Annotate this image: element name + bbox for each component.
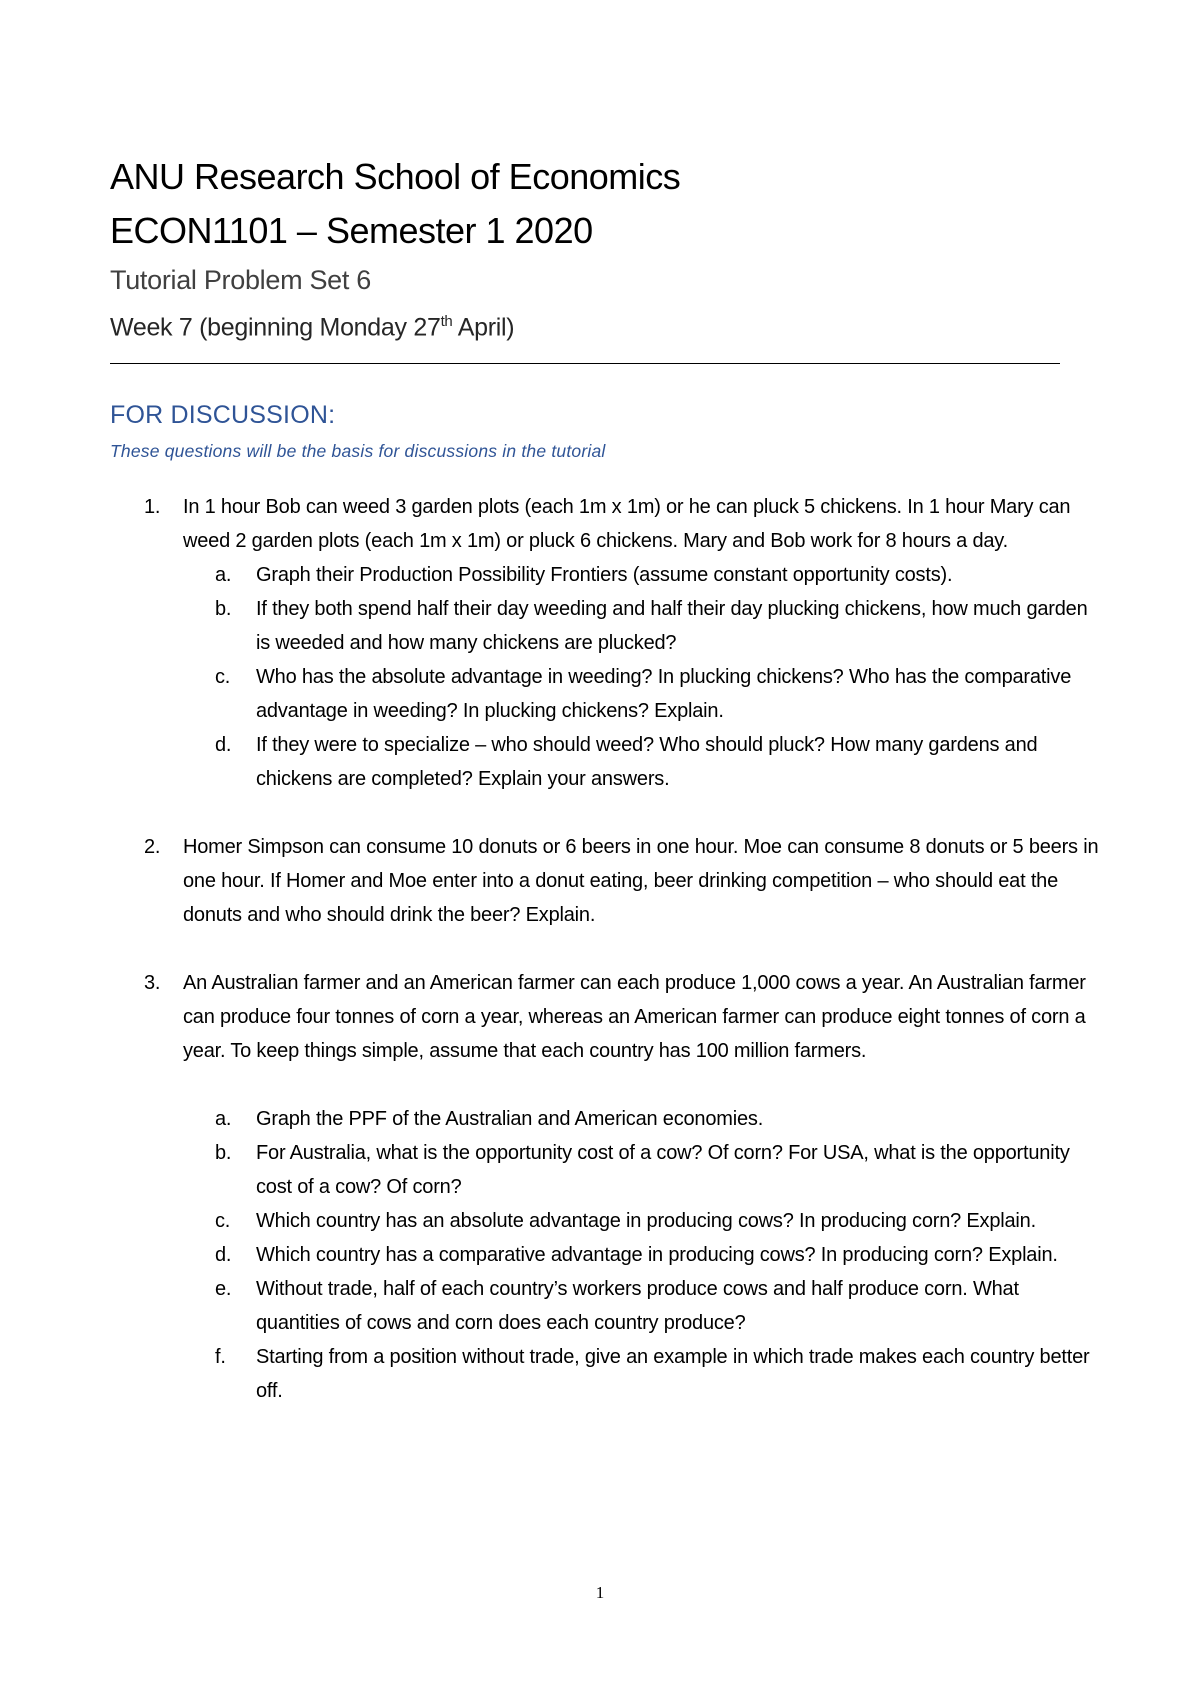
- page-number: 1: [595, 1583, 605, 1602]
- week-ordinal: th: [440, 313, 453, 330]
- part-letter: a.: [215, 1108, 232, 1130]
- part-text: If they were to specialize – who should weed? Who should pluck? How many gardens and chickens are completed? Explain your answers.: [256, 734, 1038, 790]
- question-list: [110, 490, 1100, 1408]
- paragraph-gap: [183, 1068, 1100, 1102]
- part-text: If they both spend half their day weeding and half their day plucking chickens, how much garden is weeded and how many chickens are plucked?: [256, 598, 1088, 654]
- question-part: [183, 1204, 1100, 1238]
- question-part: [183, 728, 1100, 796]
- question-part: [183, 592, 1100, 660]
- part-text: Who has the absolute advantage in weeding? In plucking chickens? Who has the comparative advantage in weeding? In plucking chickens? Explain.: [256, 666, 1072, 722]
- week-suffix: April): [452, 313, 515, 342]
- question-parts: [183, 558, 1100, 796]
- question-part: [183, 660, 1100, 728]
- problem-set-title: Tutorial Problem Set 6: [110, 265, 372, 295]
- course-title: ECON1101 – Semester 1 2020: [110, 210, 593, 251]
- question-part: [183, 1340, 1100, 1408]
- question-part: [183, 558, 1100, 592]
- question-3: [110, 966, 1100, 1408]
- part-letter: c.: [215, 666, 231, 688]
- question-2: [110, 830, 1100, 932]
- part-letter: b.: [215, 598, 232, 620]
- question-number: 3.: [144, 972, 161, 994]
- question-number: 1.: [144, 496, 161, 518]
- question-text: Homer Simpson can consume 10 donuts or 6 beers in one hour. Moe can consume 8 donuts or 5 beers in one hour. If Homer and Moe enter into a donut eating, beer drinking competition – who should eat the donuts and who should drink the beer? Explain.: [183, 836, 1099, 926]
- part-text: For Australia, what is the opportunity cost of a cow? Of corn? For USA, what is the opportunity cost of a cow? Of corn?: [256, 1142, 1070, 1198]
- part-text: Which country has a comparative advantage in producing cows? In producing corn? Explain.: [256, 1244, 1058, 1266]
- part-letter: d.: [215, 734, 232, 756]
- document-header: [110, 150, 1090, 347]
- part-letter: d.: [215, 1244, 232, 1266]
- question-part: [183, 1238, 1100, 1272]
- part-text: Starting from a position without trade, give an example in which trade makes each country better off.: [256, 1346, 1090, 1402]
- part-text: Without trade, half of each country’s workers produce cows and half produce corn. What quantities of cows and corn does each country produce?: [256, 1278, 1019, 1334]
- question-part: [183, 1102, 1100, 1136]
- section-heading: FOR DISCUSSION:: [110, 401, 336, 429]
- part-text: Graph the PPF of the Australian and American economies.: [256, 1108, 764, 1130]
- part-letter: e.: [215, 1278, 232, 1300]
- header-divider: [110, 363, 1060, 364]
- question-part: [183, 1136, 1100, 1204]
- part-letter: f.: [215, 1346, 226, 1368]
- question-parts: [183, 1102, 1100, 1408]
- question-number: 2.: [144, 836, 161, 858]
- paragraph-gap: [110, 796, 1100, 830]
- question-part: [183, 1272, 1100, 1340]
- question-text: An Australian farmer and an American farmer can each produce 1,000 cows a year. An Australian farmer can produce four tonnes of corn a year, whereas an American farmer can produce eight tonnes of corn a year. To keep things simple, assume that each country has 100 million farmers.: [183, 972, 1086, 1062]
- week-prefix: Week 7 (beginning Monday 27: [110, 313, 441, 342]
- paragraph-gap: [110, 932, 1100, 966]
- part-text: Graph their Production Possibility Frontiers (assume constant opportunity costs).: [256, 564, 953, 586]
- part-letter: c.: [215, 1210, 231, 1232]
- part-text: Which country has an absolute advantage in producing cows? In producing corn? Explain.: [256, 1210, 1036, 1232]
- section-note: These questions will be the basis for discussions in the tutorial: [110, 441, 606, 461]
- part-letter: b.: [215, 1142, 232, 1164]
- discussion-section-header: [110, 398, 1090, 466]
- question-text: In 1 hour Bob can weed 3 garden plots (each 1m x 1m) or he can pluck 5 chickens. In 1 hour Mary can weed 2 garden plots (each 1m x 1m) or pluck 6 chickens. Mary and Bob work for 8 hours a day.: [183, 496, 1071, 552]
- institution-title: ANU Research School of Economics: [110, 156, 681, 197]
- part-letter: a.: [215, 564, 232, 586]
- week-line: [110, 302, 1090, 347]
- question-1: [110, 490, 1100, 796]
